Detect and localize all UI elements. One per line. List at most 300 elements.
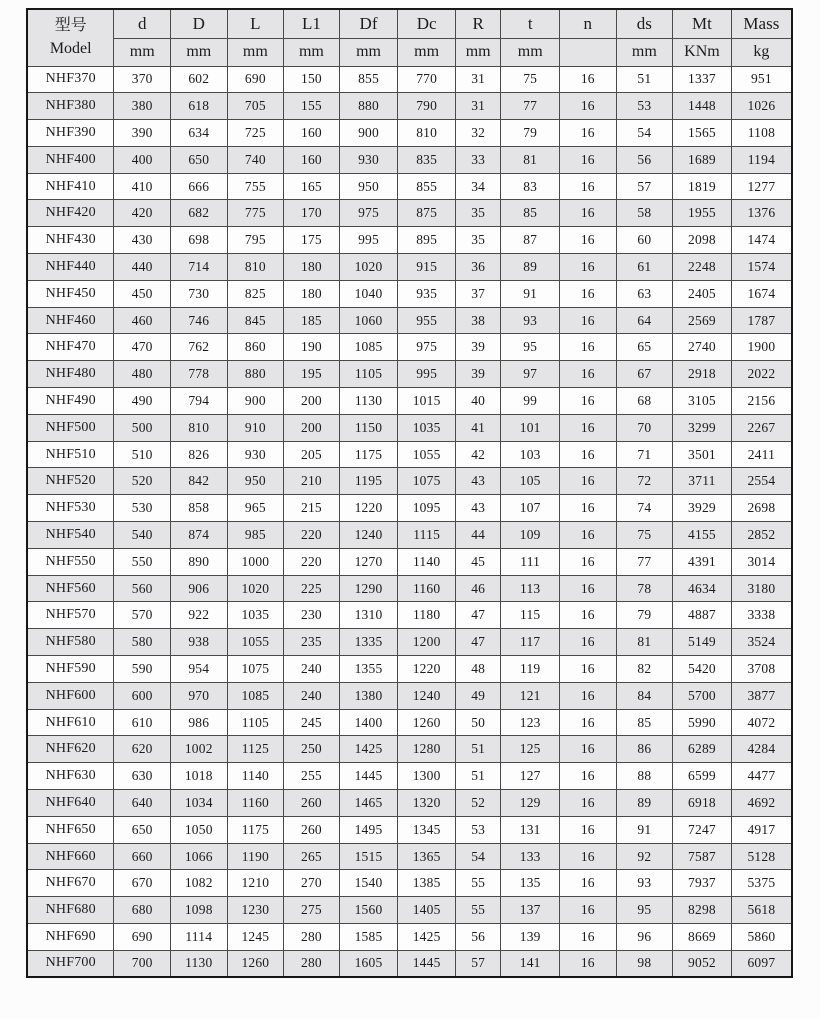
col-header-mt: Mt	[673, 9, 732, 38]
value-cell: 92	[616, 843, 673, 870]
value-cell: 1210	[227, 870, 284, 897]
model-cell: NHF500	[27, 414, 114, 441]
value-cell: 1674	[731, 280, 792, 307]
value-cell: 61	[616, 254, 673, 281]
value-cell: 450	[114, 280, 171, 307]
model-cell: NHF460	[27, 307, 114, 334]
col-unit-l1: mm	[284, 38, 340, 66]
value-cell: 16	[560, 522, 617, 549]
value-cell: 16	[560, 334, 617, 361]
value-cell: 1240	[398, 682, 456, 709]
value-cell: 650	[170, 146, 227, 173]
value-cell: 1175	[227, 816, 284, 843]
table-row	[27, 522, 792, 549]
value-cell: 922	[170, 602, 227, 629]
model-cell: NHF610	[27, 709, 114, 736]
value-cell: 170	[284, 200, 340, 227]
value-cell: 950	[339, 173, 398, 200]
value-cell: 420	[114, 200, 171, 227]
value-cell: 4477	[731, 763, 792, 790]
value-cell: 955	[398, 307, 456, 334]
value-cell: 906	[170, 575, 227, 602]
value-cell: 680	[114, 897, 171, 924]
value-cell: 51	[616, 66, 673, 93]
table-row	[27, 280, 792, 307]
value-cell: 3014	[731, 548, 792, 575]
value-cell: 602	[170, 66, 227, 93]
value-cell: 1108	[731, 120, 792, 147]
value-cell: 1194	[731, 146, 792, 173]
value-cell: 133	[501, 843, 560, 870]
model-header-cell	[27, 9, 114, 66]
value-cell: 1130	[170, 950, 227, 977]
value-cell: 740	[227, 146, 284, 173]
value-cell: 96	[616, 924, 673, 951]
value-cell: 1105	[339, 361, 398, 388]
value-cell: 540	[114, 522, 171, 549]
value-cell: 1515	[339, 843, 398, 870]
value-cell: 245	[284, 709, 340, 736]
col-unit-l: mm	[227, 38, 284, 66]
value-cell: 915	[398, 254, 456, 281]
value-cell: 1220	[398, 656, 456, 683]
value-cell: 2248	[673, 254, 732, 281]
value-cell: 260	[284, 790, 340, 817]
value-cell: 99	[501, 388, 560, 415]
value-cell: 1337	[673, 66, 732, 93]
table-row	[27, 682, 792, 709]
value-cell: 57	[455, 950, 500, 977]
model-cell: NHF380	[27, 93, 114, 120]
value-cell: 2267	[731, 414, 792, 441]
value-cell: 1115	[398, 522, 456, 549]
value-cell: 1540	[339, 870, 398, 897]
value-cell: 190	[284, 334, 340, 361]
value-cell: 16	[560, 93, 617, 120]
value-cell: 91	[616, 816, 673, 843]
value-cell: 71	[616, 441, 673, 468]
value-cell: 36	[455, 254, 500, 281]
value-cell: 826	[170, 441, 227, 468]
col-unit-n	[560, 38, 617, 66]
value-cell: 895	[398, 227, 456, 254]
value-cell: 1376	[731, 200, 792, 227]
value-cell: 1277	[731, 173, 792, 200]
value-cell: 98	[616, 950, 673, 977]
value-cell: 682	[170, 200, 227, 227]
col-unit-mt: KNm	[673, 38, 732, 66]
value-cell: 1050	[170, 816, 227, 843]
value-cell: 135	[501, 870, 560, 897]
value-cell: 930	[227, 441, 284, 468]
value-cell: 1060	[339, 307, 398, 334]
value-cell: 1445	[339, 763, 398, 790]
value-cell: 1900	[731, 334, 792, 361]
value-cell: 975	[339, 200, 398, 227]
value-cell: 74	[616, 495, 673, 522]
value-cell: 46	[455, 575, 500, 602]
value-cell: 72	[616, 468, 673, 495]
col-header-l: L	[227, 9, 284, 38]
value-cell: 180	[284, 280, 340, 307]
value-cell: 16	[560, 414, 617, 441]
value-cell: 4917	[731, 816, 792, 843]
value-cell: 1026	[731, 93, 792, 120]
value-cell: 105	[501, 468, 560, 495]
table-row	[27, 575, 792, 602]
table-row	[27, 843, 792, 870]
value-cell: 43	[455, 495, 500, 522]
value-cell: 690	[114, 924, 171, 951]
table-row	[27, 709, 792, 736]
value-cell: 1002	[170, 736, 227, 763]
model-cell: NHF470	[27, 334, 114, 361]
value-cell: 1150	[339, 414, 398, 441]
value-cell: 600	[114, 682, 171, 709]
value-cell: 16	[560, 495, 617, 522]
model-cell: NHF660	[27, 843, 114, 870]
value-cell: 16	[560, 790, 617, 817]
value-cell: 2698	[731, 495, 792, 522]
col-unit-d: mm	[114, 38, 171, 66]
value-cell: 79	[616, 602, 673, 629]
value-cell: 460	[114, 307, 171, 334]
value-cell: 55	[455, 897, 500, 924]
value-cell: 620	[114, 736, 171, 763]
value-cell: 794	[170, 388, 227, 415]
value-cell: 1400	[339, 709, 398, 736]
value-cell: 275	[284, 897, 340, 924]
value-cell: 82	[616, 656, 673, 683]
value-cell: 200	[284, 388, 340, 415]
value-cell: 858	[170, 495, 227, 522]
value-cell: 101	[501, 414, 560, 441]
value-cell: 3180	[731, 575, 792, 602]
model-cell: NHF680	[27, 897, 114, 924]
model-cell: NHF630	[27, 763, 114, 790]
value-cell: 119	[501, 656, 560, 683]
value-cell: 1380	[339, 682, 398, 709]
value-cell: 1200	[398, 629, 456, 656]
value-cell: 3711	[673, 468, 732, 495]
value-cell: 938	[170, 629, 227, 656]
value-cell: 42	[455, 441, 500, 468]
value-cell: 860	[227, 334, 284, 361]
value-cell: 825	[227, 280, 284, 307]
value-cell: 53	[616, 93, 673, 120]
col-header-l1: L1	[284, 9, 340, 38]
col-unit-mass: kg	[731, 38, 792, 66]
value-cell: 81	[616, 629, 673, 656]
header-row-2	[27, 38, 792, 66]
value-cell: 698	[170, 227, 227, 254]
value-cell: 6097	[731, 950, 792, 977]
value-cell: 1105	[227, 709, 284, 736]
value-cell: 54	[616, 120, 673, 147]
value-cell: 855	[398, 173, 456, 200]
model-cell: NHF510	[27, 441, 114, 468]
value-cell: 16	[560, 897, 617, 924]
value-cell: 2098	[673, 227, 732, 254]
value-cell: 1425	[339, 736, 398, 763]
value-cell: 75	[501, 66, 560, 93]
value-cell: 16	[560, 361, 617, 388]
value-cell: 7247	[673, 816, 732, 843]
value-cell: 16	[560, 227, 617, 254]
col-header-dc: Dc	[398, 9, 456, 38]
value-cell: 117	[501, 629, 560, 656]
value-cell: 16	[560, 870, 617, 897]
value-cell: 220	[284, 548, 340, 575]
value-cell: 2918	[673, 361, 732, 388]
value-cell: 6289	[673, 736, 732, 763]
value-cell: 87	[501, 227, 560, 254]
value-cell: 1405	[398, 897, 456, 924]
value-cell: 1245	[227, 924, 284, 951]
model-header-en: Model	[49, 39, 92, 57]
value-cell: 88	[616, 763, 673, 790]
model-cell: NHF450	[27, 280, 114, 307]
value-cell: 1160	[227, 790, 284, 817]
value-cell: 1195	[339, 468, 398, 495]
value-cell: 39	[455, 334, 500, 361]
value-cell: 770	[398, 66, 456, 93]
value-cell: 5149	[673, 629, 732, 656]
value-cell: 32	[455, 120, 500, 147]
value-cell: 103	[501, 441, 560, 468]
model-cell: NHF440	[27, 254, 114, 281]
value-cell: 1495	[339, 816, 398, 843]
value-cell: 45	[455, 548, 500, 575]
value-cell: 725	[227, 120, 284, 147]
value-cell: 4887	[673, 602, 732, 629]
table-row	[27, 66, 792, 93]
value-cell: 986	[170, 709, 227, 736]
table-row	[27, 548, 792, 575]
table-row	[27, 816, 792, 843]
value-cell: 1355	[339, 656, 398, 683]
value-cell: 1175	[339, 441, 398, 468]
value-cell: 880	[227, 361, 284, 388]
value-cell: 43	[455, 468, 500, 495]
value-cell: 215	[284, 495, 340, 522]
value-cell: 1689	[673, 146, 732, 173]
value-cell: 580	[114, 629, 171, 656]
value-cell: 995	[398, 361, 456, 388]
value-cell: 123	[501, 709, 560, 736]
value-cell: 160	[284, 146, 340, 173]
value-cell: 65	[616, 334, 673, 361]
value-cell: 1140	[398, 548, 456, 575]
value-cell: 951	[731, 66, 792, 93]
value-cell: 16	[560, 709, 617, 736]
value-cell: 660	[114, 843, 171, 870]
value-cell: 795	[227, 227, 284, 254]
value-cell: 6918	[673, 790, 732, 817]
value-cell: 255	[284, 763, 340, 790]
value-cell: 1310	[339, 602, 398, 629]
col-header-t: t	[501, 9, 560, 38]
value-cell: 7937	[673, 870, 732, 897]
value-cell: 5700	[673, 682, 732, 709]
value-cell: 6599	[673, 763, 732, 790]
model-cell: NHF700	[27, 950, 114, 977]
value-cell: 875	[398, 200, 456, 227]
table-row	[27, 173, 792, 200]
value-cell: 5375	[731, 870, 792, 897]
value-cell: 4155	[673, 522, 732, 549]
table-row	[27, 790, 792, 817]
value-cell: 91	[501, 280, 560, 307]
value-cell: 5128	[731, 843, 792, 870]
value-cell: 60	[616, 227, 673, 254]
model-cell: NHF490	[27, 388, 114, 415]
table-row	[27, 93, 792, 120]
value-cell: 730	[170, 280, 227, 307]
value-cell: 67	[616, 361, 673, 388]
value-cell: 1465	[339, 790, 398, 817]
value-cell: 900	[227, 388, 284, 415]
value-cell: 5618	[731, 897, 792, 924]
value-cell: 1320	[398, 790, 456, 817]
value-cell: 1085	[339, 334, 398, 361]
value-cell: 5860	[731, 924, 792, 951]
value-cell: 3929	[673, 495, 732, 522]
value-cell: 37	[455, 280, 500, 307]
value-cell: 260	[284, 816, 340, 843]
value-cell: 1260	[227, 950, 284, 977]
value-cell: 280	[284, 924, 340, 951]
value-cell: 1075	[398, 468, 456, 495]
value-cell: 1075	[227, 656, 284, 683]
value-cell: 1055	[398, 441, 456, 468]
value-cell: 84	[616, 682, 673, 709]
value-cell: 1034	[170, 790, 227, 817]
value-cell: 700	[114, 950, 171, 977]
value-cell: 1787	[731, 307, 792, 334]
spec-table	[26, 8, 793, 978]
value-cell: 1082	[170, 870, 227, 897]
value-cell: 185	[284, 307, 340, 334]
value-cell: 1035	[398, 414, 456, 441]
value-cell: 34	[455, 173, 500, 200]
value-cell: 235	[284, 629, 340, 656]
value-cell: 2411	[731, 441, 792, 468]
value-cell: 790	[398, 93, 456, 120]
value-cell: 78	[616, 575, 673, 602]
value-cell: 109	[501, 522, 560, 549]
value-cell: 16	[560, 602, 617, 629]
value-cell: 4692	[731, 790, 792, 817]
model-header-cn: 型号	[54, 17, 87, 35]
value-cell: 54	[455, 843, 500, 870]
value-cell: 1270	[339, 548, 398, 575]
table-body	[27, 66, 792, 977]
value-cell: 670	[114, 870, 171, 897]
table-row	[27, 495, 792, 522]
value-cell: 47	[455, 602, 500, 629]
value-cell: 845	[227, 307, 284, 334]
value-cell: 93	[616, 870, 673, 897]
value-cell: 9052	[673, 950, 732, 977]
value-cell: 205	[284, 441, 340, 468]
value-cell: 390	[114, 120, 171, 147]
value-cell: 666	[170, 173, 227, 200]
table-row	[27, 146, 792, 173]
table-row	[27, 254, 792, 281]
value-cell: 3708	[731, 656, 792, 683]
col-header-mass: Mass	[731, 9, 792, 38]
value-cell: 1095	[398, 495, 456, 522]
value-cell: 47	[455, 629, 500, 656]
value-cell: 954	[170, 656, 227, 683]
value-cell: 38	[455, 307, 500, 334]
value-cell: 16	[560, 924, 617, 951]
value-cell: 16	[560, 280, 617, 307]
value-cell: 16	[560, 66, 617, 93]
value-cell: 1040	[339, 280, 398, 307]
table-header	[27, 9, 792, 66]
value-cell: 79	[501, 120, 560, 147]
value-cell: 3524	[731, 629, 792, 656]
value-cell: 95	[616, 897, 673, 924]
value-cell: 410	[114, 173, 171, 200]
value-cell: 240	[284, 682, 340, 709]
value-cell: 86	[616, 736, 673, 763]
value-cell: 3877	[731, 682, 792, 709]
value-cell: 1140	[227, 763, 284, 790]
value-cell: 52	[455, 790, 500, 817]
model-cell: NHF650	[27, 816, 114, 843]
value-cell: 570	[114, 602, 171, 629]
value-cell: 57	[616, 173, 673, 200]
model-cell: NHF670	[27, 870, 114, 897]
value-cell: 8298	[673, 897, 732, 924]
value-cell: 5420	[673, 656, 732, 683]
value-cell: 1448	[673, 93, 732, 120]
model-cell: NHF570	[27, 602, 114, 629]
value-cell: 8669	[673, 924, 732, 951]
col-header-ds: ds	[616, 9, 673, 38]
value-cell: 44	[455, 522, 500, 549]
value-cell: 51	[455, 763, 500, 790]
value-cell: 1300	[398, 763, 456, 790]
value-cell: 89	[616, 790, 673, 817]
model-cell: NHF390	[27, 120, 114, 147]
value-cell: 470	[114, 334, 171, 361]
model-cell: NHF690	[27, 924, 114, 951]
value-cell: 16	[560, 120, 617, 147]
value-cell: 89	[501, 254, 560, 281]
value-cell: 1018	[170, 763, 227, 790]
value-cell: 835	[398, 146, 456, 173]
value-cell: 4634	[673, 575, 732, 602]
value-cell: 31	[455, 93, 500, 120]
value-cell: 1955	[673, 200, 732, 227]
model-cell: NHF640	[27, 790, 114, 817]
value-cell: 690	[227, 66, 284, 93]
value-cell: 1085	[227, 682, 284, 709]
value-cell: 746	[170, 307, 227, 334]
value-cell: 855	[339, 66, 398, 93]
value-cell: 610	[114, 709, 171, 736]
value-cell: 16	[560, 629, 617, 656]
value-cell: 81	[501, 146, 560, 173]
value-cell: 16	[560, 468, 617, 495]
value-cell: 4072	[731, 709, 792, 736]
value-cell: 935	[398, 280, 456, 307]
col-unit-d: mm	[170, 38, 227, 66]
